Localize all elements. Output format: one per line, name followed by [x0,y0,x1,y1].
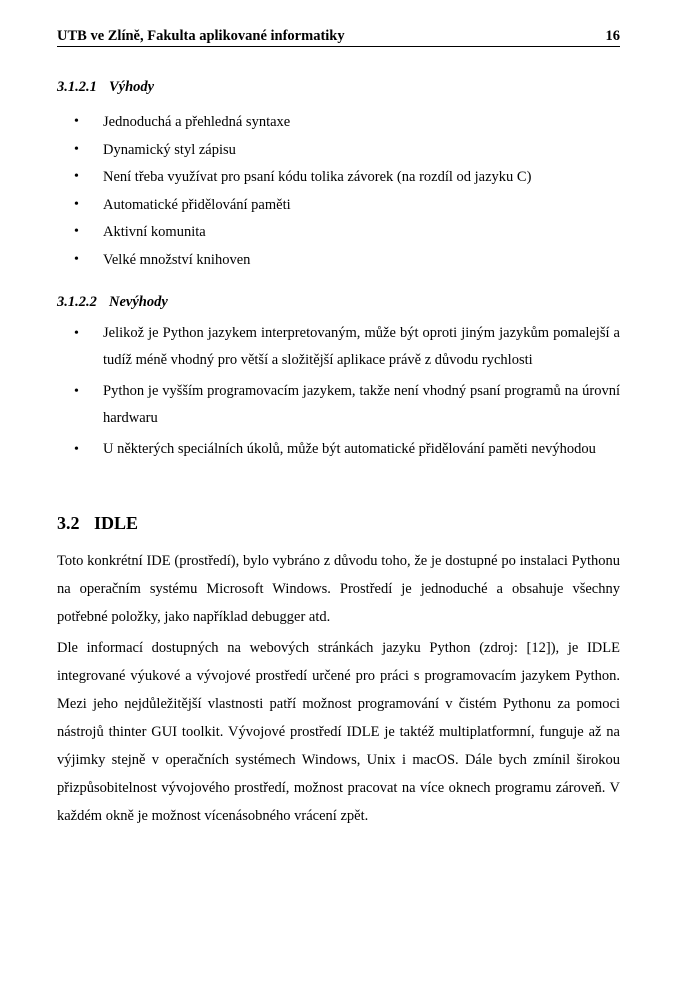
subsection-number: 3.1.2.2 [57,294,97,310]
list-item: • Není třeba využívat pro psaní kódu tolika závorek (na rozdíl od jazyku C) [74,169,532,186]
bullet-icon: • [74,141,79,157]
list-item: • Jednoduchá a přehledná syntaxe [74,114,291,130]
list-item: • Python je vyšším programovacím jazykem, takže není vhodný psaní programů na úrovní hardwaru [57,378,620,432]
bullet-icon: • [74,114,79,129]
bullet-icon: • [74,384,79,399]
subsection-number: 3.1.2.1 [57,79,97,95]
paragraph-1: Toto konkrétní IDE (prostředí), bylo vybráno z důvodu toho, že je dostupné po instalaci Pythonu na operačním systému Microsoft Windows. Prostředí je jednoduché a obsahuje všechny potřebné položky, jako například debugger atd. [57,553,620,625]
page-number: 16 [605,28,620,44]
bullet-icon: • [74,251,79,267]
list-item: • Dynamický styl zápisu [74,141,236,158]
bullet-icon: • [74,224,79,240]
bullet-icon: • [74,326,79,341]
list-item: • Velké množství knihoven [74,251,251,268]
subsection-heading-disadvantages [57,294,168,311]
paragraph-2: Dle informací dostupných na webových stránkách jazyku Python (zdroj: [12]), je IDLE integrované výukové a vývojové prostředí určené pro práci s programovacím jazykem Python. Mezi jeho nejdůležitější vlastnosti patří možnost programování v čistém Pythonu za pomoci nástrojů thinter GUI toolkit. Vývojové prostředí IDLE je taktéž multiplatformní, funguje až na výjimky stejně v operačních systémech Windows, Unix i macOS. Dále bych zmínil širokou přizpůsobitelnost vývojového prostředí, možnost pracovat na více oknech programu zároveň. V každém okně je možnost vícenásobného vrácení zpět. [57,640,620,824]
bullet-icon: • [74,196,79,212]
subsection-title: Nevýhody [109,294,168,310]
header-title: UTB ve Zlíně, Fakulta aplikované informatiky [57,28,345,44]
bullet-icon: • [74,442,79,457]
advantages-list [57,115,620,281]
section-number: 3.2 [57,513,80,533]
list-item: • U některých speciálních úkolů, může být automatické přidělování paměti nevýhodou [57,436,620,463]
section-heading-idle [57,513,138,534]
bullet-icon: • [74,169,79,185]
subsection-heading-advantages [57,79,154,96]
page-header [57,28,620,47]
subsection-title: Výhody [109,79,155,95]
list-item: • Automatické přidělování paměti [74,196,291,213]
section-title: IDLE [94,513,139,533]
disadvantages-list [57,320,620,467]
list-item: • Aktivní komunita [74,224,206,241]
list-item: • Jelikož je Python jazykem interpretovaným, může být oproti jiným jazykům pomalejší a tudíž méně vhodný pro větší a složitější aplikace právě z důvodu rychlosti [57,320,620,374]
